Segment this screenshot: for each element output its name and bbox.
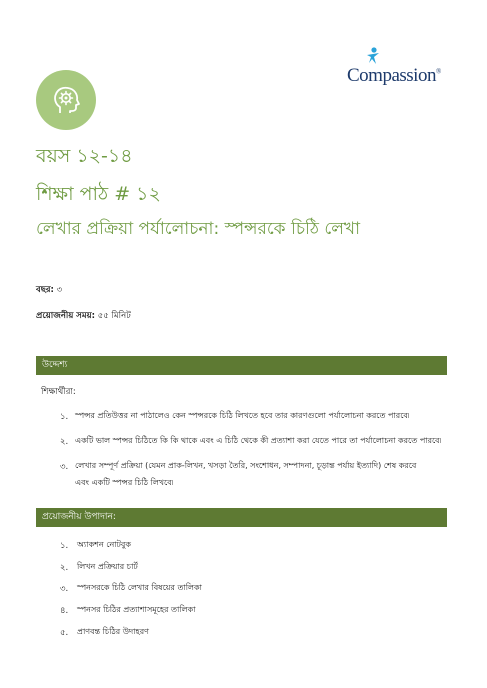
material-number: ১.	[60, 541, 69, 551]
objective-item-continued: এবং একটি স্পন্সর চিঠি লিখবে৷	[75, 478, 174, 487]
brand-name: Compassion®	[347, 65, 441, 86]
material-item: স্পনসর চিঠির প্রত্যাশাসমূহের তালিকা	[77, 605, 196, 614]
head-gear-icon	[36, 70, 96, 130]
material-number: ৫.	[60, 628, 69, 638]
material-item: লিখন প্রক্রিয়ার চার্ট	[77, 562, 138, 571]
material-number: ৩.	[60, 584, 69, 594]
year-label: বছর:	[36, 285, 54, 295]
material-item: স্পনসরকে চিঠি লেখার বিষয়ের তালিকা	[77, 583, 202, 592]
material-number: ৪.	[60, 606, 69, 616]
time-label: প্রয়োজনীয় সময়:	[36, 311, 96, 321]
time-value: ৫৫ মিনিট	[97, 311, 131, 321]
objective-item: একটি ভাল স্পন্সর চিঠিতে কি কি থাকে এবং এ চিঠি থেকে কী প্রত্যাশা করা যেতে পারে তা পর্যালোচনা করতে পারবে৷	[75, 436, 441, 445]
objective-number: ১.	[60, 412, 69, 422]
logo-figure-icon	[365, 47, 381, 65]
objectives-intro: শিক্ষার্থীরা:	[41, 387, 76, 397]
page-title: লেখার প্রক্রিয়া পর্যালোচনা: স্পন্সরকে চিঠি লেখা	[36, 219, 361, 239]
objectives-heading: উদ্দেশ্য	[36, 356, 447, 375]
material-number: ২.	[60, 563, 69, 573]
material-item: প্রাণবন্ত চিঠির উদাহরণ	[77, 627, 149, 636]
lesson-number: শিক্ষা পাঠ # ১২	[36, 183, 161, 205]
objective-item: লেখার সম্পূর্ণ প্রক্রিয়া (যেমন প্রাক-লিখন, খসড়া তৈরি, সংশোধন, সম্পাদনা, চূড়ান্ত পর্যায় ইত্যাদি) শেষ করবে	[75, 461, 417, 470]
compassion-logo	[343, 47, 448, 92]
objective-number: ৩.	[60, 462, 69, 472]
objective-item: স্পন্সর প্রতিউত্তর না পাঠালেও কেন স্পন্সরকে চিঠি লিখতে হবে তার কারণগুলো পর্যালোচনা করতে পারবে৷	[75, 411, 410, 420]
age-range: বয়স ১২-১৪	[36, 145, 133, 167]
materials-heading: প্রয়োজনীয় উপাদান:	[36, 508, 447, 527]
time-line	[36, 309, 131, 323]
objective-number: ২.	[60, 437, 69, 447]
year-line	[36, 283, 62, 297]
material-item: অ্যাকশন নোটবুক	[77, 540, 131, 549]
year-value: ৩	[56, 285, 63, 295]
